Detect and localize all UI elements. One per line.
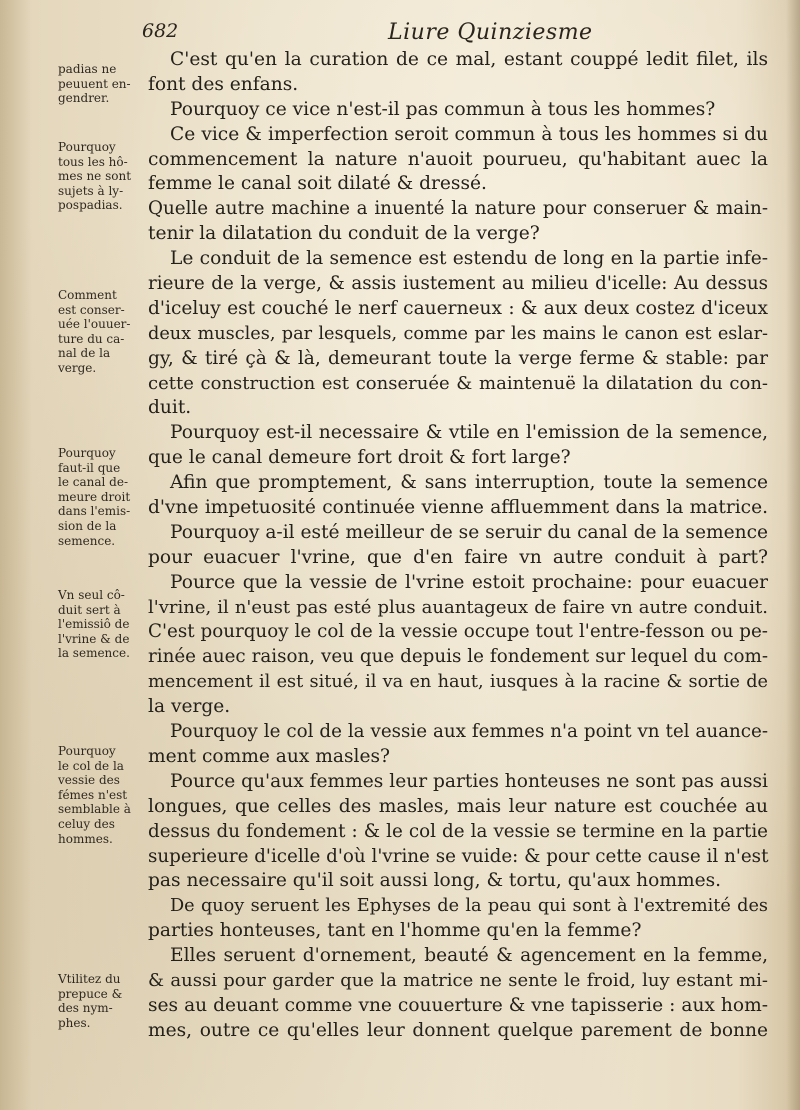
text-line: C'est qu'en la curation de ce mal, estant couppé ledit filet, ils (170, 49, 768, 70)
text-line: Afin que promptement, & sans interruption, toute la semence (170, 472, 768, 494)
margin-note: Vn seul cô- duit sert à l'emissiô de l'vrine & de la semence. (58, 588, 130, 661)
text-line: C'est pourquoy le col de la vessie occupe tout l'entre-fesson ou pe- (148, 621, 768, 643)
text-line: cette construction est conseruée & maintenuë la dilatation du con- (148, 372, 768, 394)
text-line: font des enfans. (148, 73, 299, 95)
text-line: que le canal demeure fort droit & fort large? (148, 447, 571, 469)
margin-note: Pourquoy tous les hô- mes ne sont sujets à ly- pospadias. (58, 140, 132, 213)
text-line: deux muscles, par lesquels, comme par les mains le canon est eslar- (148, 323, 768, 344)
text-line: Pourquoy ce vice n'est-il pas commun à tous les hommes? (170, 98, 716, 120)
page-number: 682 (142, 20, 179, 42)
text-line: mencement il est situé, il va en haut, iusques à la racine & sortie de (148, 672, 768, 693)
text-line: Pource qu'aux femmes leur parties honteuses ne sont pas aussi (170, 770, 768, 792)
text-line: femme le canal soit dilaté & dressé. (148, 173, 487, 195)
text-line: mes, outre ce qu'elles leur donnent quelque parement de bonne (148, 1019, 768, 1041)
margin-notes (0, 0, 150, 1110)
text-line: l'vrine, il n'eust pas esté plus auantageux de faire vn autre conduit. (148, 596, 768, 618)
text-line: Pourquoy le col de la vessie aux femmes n'a point vn tel auance- (170, 721, 768, 743)
margin-note: Pourquoy faut-il que le canal de- meure droit dans l'emis- sion de la semence. (58, 446, 131, 548)
margin-note: Comment est conser- uée l'ouuer- ture du ca- nal de la verge. (58, 288, 131, 375)
text-line: superieure d'icelle d'où l'vrine se vuide: & pour cette cause il n'est (148, 845, 769, 867)
text-line: Pourquoy est-il necessaire & vtile en l'emission de la semence, (170, 422, 768, 444)
main-text (148, 48, 768, 1044)
margin-note: Pourquoy le col de la vessie des fémes n'est semblable à celuy des hommes. (58, 744, 131, 846)
text-line: pour euacuer l'vrine, que d'en faire vn autre conduit à part? (148, 546, 768, 568)
text-line: pas necessaire qu'il soit aussi long, & tortu, qu'aux hommes. (148, 870, 722, 892)
text-line: commencement la nature n'auoit pourueu, qu'habitant auec la (148, 148, 768, 170)
margin-note: Vtilitez du prepuce & des nym- phes. (58, 972, 123, 1030)
text-line: duit. (148, 397, 192, 419)
text-line: Elles seruent d'ornement, beauté & agencement en la femme, (170, 945, 768, 967)
text-line: ses au deuant comme vne couuerture & vne tapisserie : aux hom- (148, 994, 768, 1016)
running-head: Liure Quinziesme (388, 20, 593, 45)
text-line: Pourquoy a-il esté meilleur de se seruir du canal de la semence (170, 521, 768, 543)
text-line: De quoy seruent les Ephyses de la peau qui sont à l'extremité des (170, 896, 768, 917)
text-line: tenir la dilatation du conduit de la verge? (148, 223, 540, 245)
text-line: rinée auec raison, veu que depuis le fondement sur lequel du com- (148, 646, 768, 668)
text-line: & aussi pour garder que la matrice ne sente le froid, luy estant mi- (148, 969, 768, 991)
text-line: d'vne impetuosité continuée vienne affluemment dans la matrice. (148, 497, 768, 519)
page-edge-shadow (786, 0, 800, 1110)
text-line: Pource que la vessie de l'vrine estoit prochaine: pour euacuer (170, 571, 768, 593)
text-line: rieure de la verge, & assis iustement au milieu d'icelle: Au dessus (148, 273, 768, 295)
text-line: gy, & tiré çà & là, demeurant toute la verge ferme & stable: par (148, 347, 768, 369)
text-line: Quelle autre machine a inuenté la nature pour conseruer & main- (148, 198, 768, 220)
margin-note: padias ne peuuent en- gendrer. (58, 62, 131, 106)
text-line: dessus du fondement : & le col de la vessie se termine en la partie (148, 820, 768, 842)
text-line: d'iceluy est couché le nerf cauerneux : & aux deux costez d'iceux (148, 297, 768, 319)
text-line: ment comme aux masles? (148, 745, 390, 767)
text-line: Ce vice & imperfection seroit commun à tous les hommes si du (170, 123, 768, 145)
text-line: la verge. (148, 696, 231, 718)
text-line: Le conduit de la semence est estendu de long en la partie infe- (170, 248, 768, 270)
text-line: parties honteuses, tant en l'homme qu'en la femme? (148, 920, 642, 942)
text-line: longues, que celles des masles, mais leur nature est couchée au (148, 795, 768, 817)
